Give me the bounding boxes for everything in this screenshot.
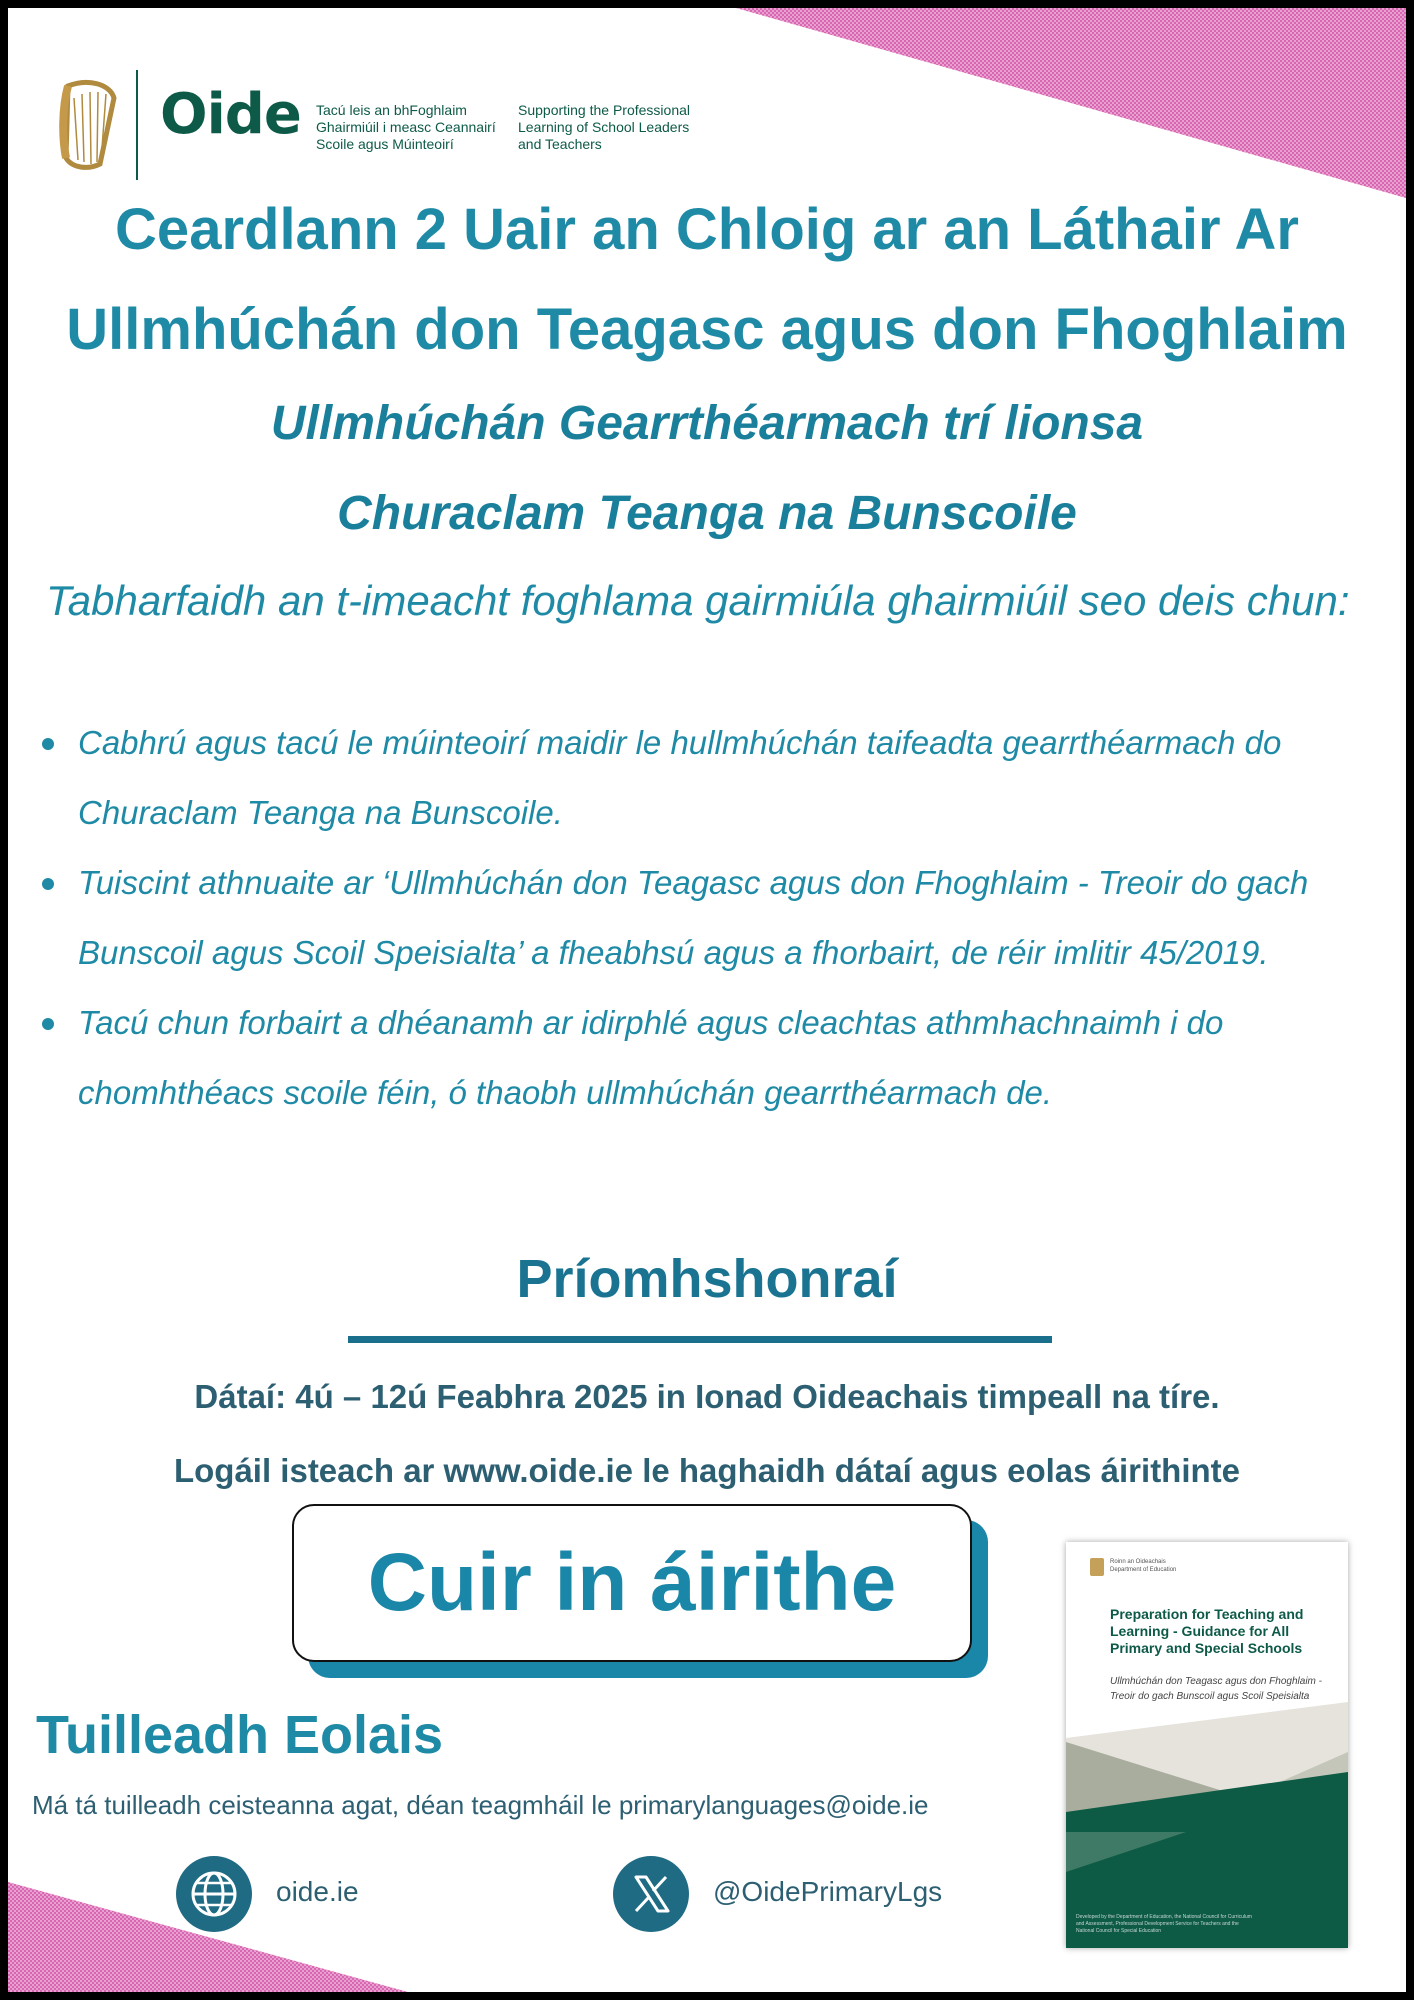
more-info-text: Má tá tuilleadh ceisteanna agat, déan teagmháil le primarylanguages@oide.ie xyxy=(32,1790,929,1820)
list-item xyxy=(38,708,1378,848)
x-handle-label: @OidePrimaryLgs xyxy=(713,1876,943,1907)
list-item-text: Cabhrú agus tacú le múinteoirí maidir le hullmhúchán taifeadta gearrthéarmach do Churaclam Teanga na Bunscoile. xyxy=(78,724,1282,831)
subtitle-line-1: Ullmhúchán Gearrthéarmach trí lionsa xyxy=(270,397,1144,450)
website-label: oide.ie xyxy=(276,1876,359,1907)
cover-graphic xyxy=(1066,1542,1348,1948)
harp-icon xyxy=(1090,1558,1104,1576)
logo-name: Oide xyxy=(160,82,301,147)
list-item-text: Tuiscint athnuaite ar ‘Ullmhúchán don Teagasc agus don Fhoghlaim - Treoir do gach Bunscoil agus Scoil Speisialta’ a fheabhsú agus a fhorbairt, de réir imlitir 45/2019. xyxy=(78,864,1309,971)
page-title-line-1: Ceardlann 2 Uair an Chloig ar an Láthair Ar xyxy=(115,197,1299,262)
dates-text: Dátaí: 4ú – 12ú Feabhra 2025 in Ionad Oideachais timpeall na tíre. xyxy=(194,1378,1220,1415)
login-text: Logáil isteach ar www.oide.ie le haghaidh dátaí agus eolas áirithinte xyxy=(173,1452,1241,1489)
bullet-icon xyxy=(42,738,54,750)
subtitle-line-2: Churaclam Teanga na Bunscoile xyxy=(337,487,1077,540)
bullet-icon xyxy=(42,878,54,890)
details-heading: Príomhshonraí xyxy=(516,1249,898,1309)
logo-tagline-english: Supporting the Professional Learning of School Leaders and Teachers xyxy=(518,102,690,152)
list-item xyxy=(38,988,1378,1128)
list-item-text: Tacú chun forbairt a dhéanamh ar idirphlé agus cleachtas athmhachnaimh i do chomhthéacs scoile féin, ó thaobh ullmhúchán gearrthéarmach de. xyxy=(78,1004,1224,1111)
cover-footer: Developed by the Department of Education, the National Council for Curriculum and Assessment, Professional Development Service for Teachers and the National Council for Special Education xyxy=(1076,1914,1252,1934)
globe-icon xyxy=(176,1856,252,1932)
cover-subtitle: Ullmhúchán don Teagasc agus don Fhoghlaim - Treoir do gach Bunscoil agus Scoil Speisialta xyxy=(1110,1676,1322,1702)
guidance-document-cover xyxy=(1066,1542,1348,1948)
bullet-icon xyxy=(42,1018,54,1030)
objectives-list xyxy=(38,708,1378,1128)
cover-title: Preparation for Teaching and Learning - Guidance for All Primary and Special Schools xyxy=(1110,1606,1304,1656)
x-logo-icon xyxy=(613,1856,689,1932)
book-button[interactable]: Cuir in áirithe xyxy=(292,1504,972,1662)
logo-tagline-irish: Tacú leis an bhFoghlaim Ghairmiúil i measc Ceannairí Scoile agus Múinteoirí xyxy=(316,102,496,152)
page-title-line-2: Ullmhúchán don Teagasc agus don Fhoghlaim xyxy=(66,297,1348,362)
intro-text: Tabharfaidh an t-imeacht foghlama gairmiúla ghairmiúil seo deis chun: xyxy=(46,577,1350,624)
harp-icon xyxy=(58,78,118,172)
logo-divider xyxy=(136,70,138,180)
poster xyxy=(8,8,1406,1992)
oide-logo[interactable] xyxy=(58,60,758,190)
cover-department: Roinn an Oideachais Department of Education xyxy=(1110,1559,1177,1573)
details-divider xyxy=(348,1336,1052,1343)
decorative-corner-top-right xyxy=(736,8,1406,198)
more-info-heading: Tuilleadh Eolais xyxy=(36,1705,444,1765)
list-item xyxy=(38,848,1378,988)
